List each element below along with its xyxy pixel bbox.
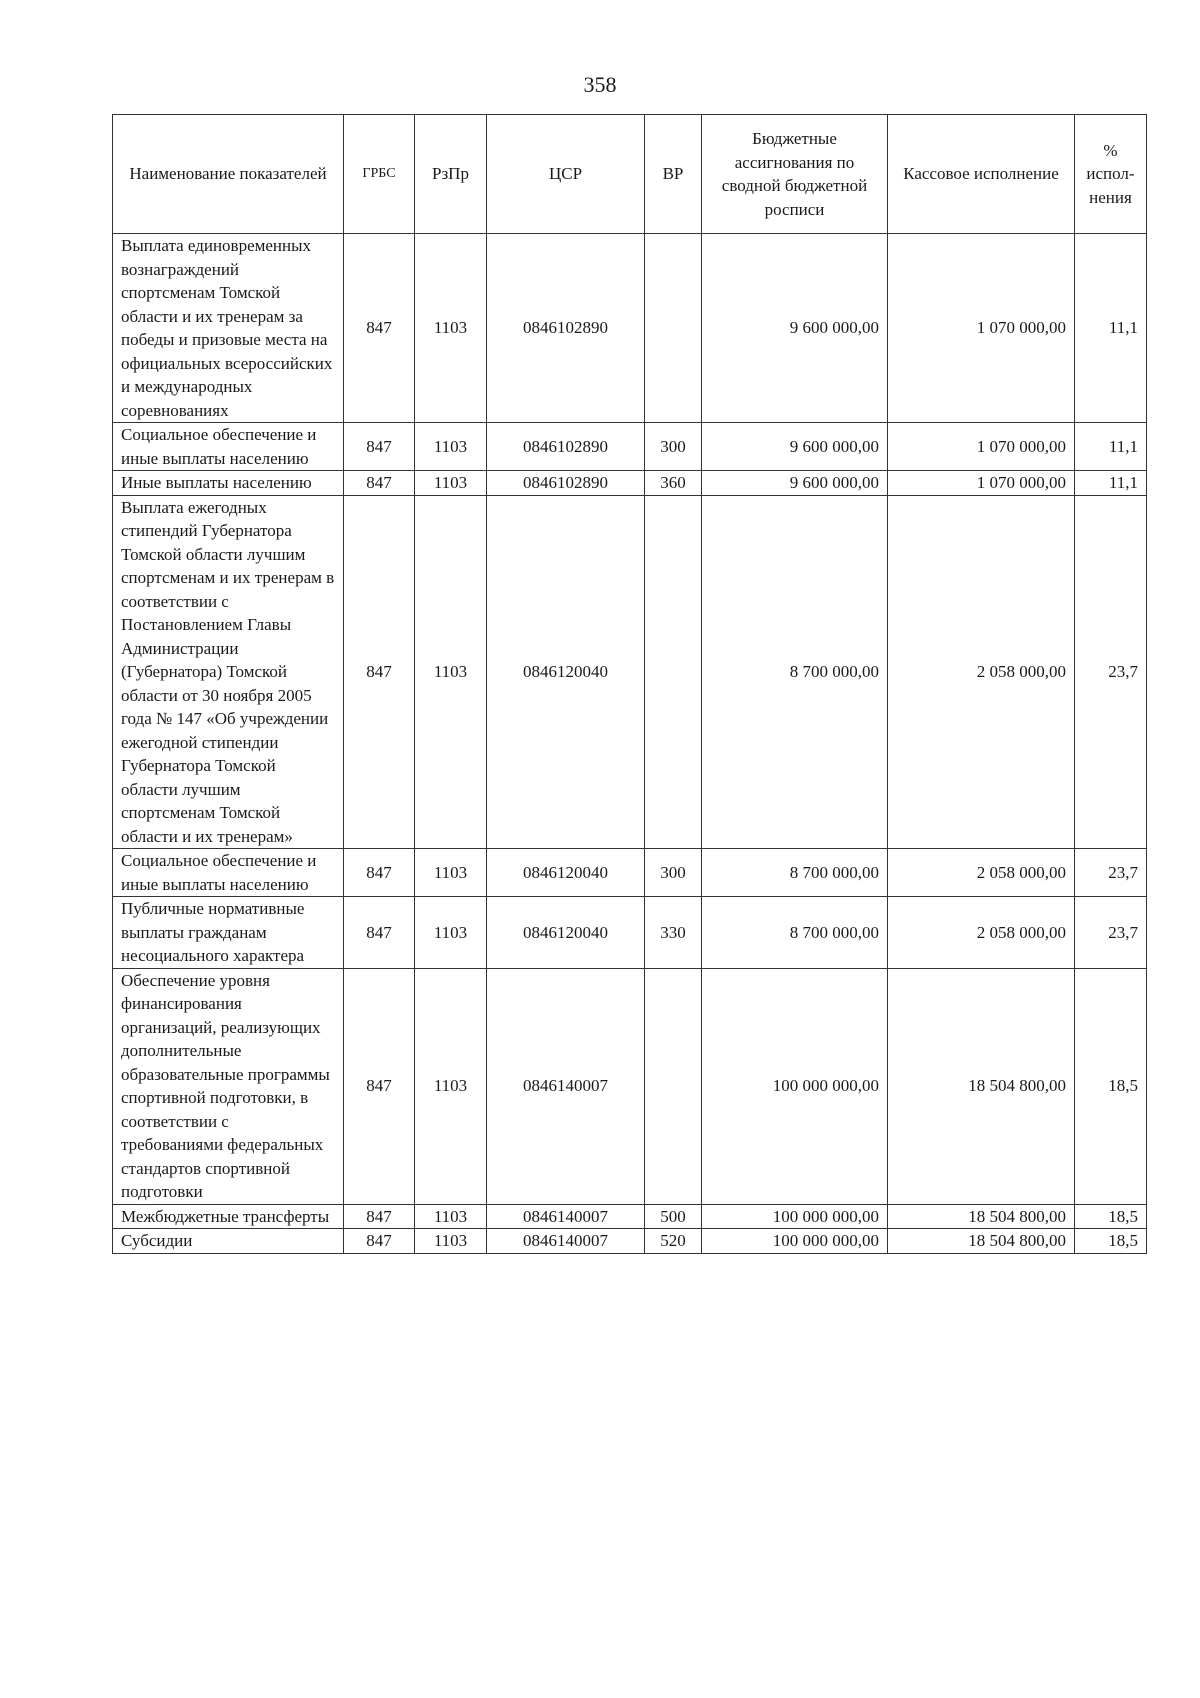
cell-name: Социальное обеспечение и иные выплаты населению [113, 849, 344, 897]
cell-csr: 0846120040 [487, 849, 645, 897]
header-grbs: ГРБС [344, 115, 415, 234]
table-row [113, 1229, 1147, 1254]
cell-csr: 0846102890 [487, 423, 645, 471]
cell-vr: 360 [645, 471, 702, 496]
cell-csr: 0846120040 [487, 495, 645, 849]
cell-vr: 520 [645, 1229, 702, 1254]
cell-percent: 18,5 [1075, 1204, 1147, 1229]
cell-assignments: 100 000 000,00 [702, 968, 888, 1204]
cell-percent: 23,7 [1075, 849, 1147, 897]
table-row [113, 1204, 1147, 1229]
cell-percent: 11,1 [1075, 423, 1147, 471]
header-rzpr: РзПр [415, 115, 487, 234]
cell-assignments: 8 700 000,00 [702, 849, 888, 897]
cell-rzpr: 1103 [415, 849, 487, 897]
cell-percent: 11,1 [1075, 471, 1147, 496]
table-header-row [113, 115, 1147, 234]
cell-name: Выплата единовременных вознаграждений спортсменам Томской области и их тренерам за победы и призовые места на официальных всероссийских и международных соревнованиях [113, 234, 344, 423]
cell-grbs: 847 [344, 495, 415, 849]
page-number: 358 [583, 72, 617, 97]
cell-name: Субсидии [113, 1229, 344, 1254]
cell-csr: 0846140007 [487, 968, 645, 1204]
cell-execution: 18 504 800,00 [888, 968, 1075, 1204]
cell-name: Публичные нормативные выплаты гражданам несоциального характера [113, 897, 344, 969]
cell-vr [645, 495, 702, 849]
cell-execution: 2 058 000,00 [888, 897, 1075, 969]
cell-grbs: 847 [344, 849, 415, 897]
cell-rzpr: 1103 [415, 471, 487, 496]
cell-csr: 0846102890 [487, 234, 645, 423]
cell-execution: 18 504 800,00 [888, 1204, 1075, 1229]
cell-assignments: 9 600 000,00 [702, 234, 888, 423]
cell-assignments: 100 000 000,00 [702, 1204, 888, 1229]
cell-grbs: 847 [344, 897, 415, 969]
cell-name: Межбюджетные трансферты [113, 1204, 344, 1229]
cell-percent: 23,7 [1075, 897, 1147, 969]
header-vr: ВР [645, 115, 702, 234]
cell-execution: 18 504 800,00 [888, 1229, 1075, 1254]
cell-csr: 0846102890 [487, 471, 645, 496]
cell-assignments: 8 700 000,00 [702, 495, 888, 849]
cell-vr: 300 [645, 423, 702, 471]
cell-rzpr: 1103 [415, 1204, 487, 1229]
table-row [113, 968, 1147, 1204]
cell-assignments: 8 700 000,00 [702, 897, 888, 969]
table-row [113, 897, 1147, 969]
cell-grbs: 847 [344, 968, 415, 1204]
header-percent: % испол-нения [1075, 115, 1147, 234]
cell-execution: 2 058 000,00 [888, 849, 1075, 897]
table-row [113, 471, 1147, 496]
table-row [113, 423, 1147, 471]
cell-assignments: 9 600 000,00 [702, 471, 888, 496]
cell-vr: 500 [645, 1204, 702, 1229]
cell-execution: 1 070 000,00 [888, 423, 1075, 471]
cell-rzpr: 1103 [415, 968, 487, 1204]
cell-grbs: 847 [344, 1204, 415, 1229]
cell-vr: 330 [645, 897, 702, 969]
cell-execution: 1 070 000,00 [888, 471, 1075, 496]
budget-table [112, 114, 1147, 1254]
cell-rzpr: 1103 [415, 423, 487, 471]
cell-grbs: 847 [344, 1229, 415, 1254]
table-row [113, 234, 1147, 423]
cell-csr: 0846120040 [487, 897, 645, 969]
header-execution: Кассовое исполнение [888, 115, 1075, 234]
cell-grbs: 847 [344, 471, 415, 496]
header-assignments: Бюджетные ассигнования по сводной бюджетной росписи [702, 115, 888, 234]
cell-grbs: 847 [344, 423, 415, 471]
cell-rzpr: 1103 [415, 1229, 487, 1254]
cell-assignments: 100 000 000,00 [702, 1229, 888, 1254]
cell-rzpr: 1103 [415, 234, 487, 423]
cell-name: Обеспечение уровня финансирования организаций, реализующих дополнительные образовательные программы спортивной подготовки, в соответствии с требованиями федеральных стандартов спортивной подготовки [113, 968, 344, 1204]
cell-execution: 1 070 000,00 [888, 234, 1075, 423]
cell-vr [645, 234, 702, 423]
cell-percent: 18,5 [1075, 1229, 1147, 1254]
cell-csr: 0846140007 [487, 1229, 645, 1254]
cell-assignments: 9 600 000,00 [702, 423, 888, 471]
cell-rzpr: 1103 [415, 495, 487, 849]
cell-name: Выплата ежегодных стипендий Губернатора Томской области лучшим спортсменам и их тренерам в соответствии с Постановлением Главы Администрации (Губернатора) Томской области от 30 ноября 2005 года № 147 «Об учреждении ежегодной стипендии Губернатора Томской области лучшим спортсменам Томской области и их тренерам» [113, 495, 344, 849]
cell-percent: 18,5 [1075, 968, 1147, 1204]
header-name: Наименование показателей [113, 115, 344, 234]
cell-name: Социальное обеспечение и иные выплаты населению [113, 423, 344, 471]
cell-name: Иные выплаты населению [113, 471, 344, 496]
cell-percent: 11,1 [1075, 234, 1147, 423]
table-row [113, 495, 1147, 849]
cell-grbs: 847 [344, 234, 415, 423]
cell-vr: 300 [645, 849, 702, 897]
cell-csr: 0846140007 [487, 1204, 645, 1229]
cell-rzpr: 1103 [415, 897, 487, 969]
table-row [113, 849, 1147, 897]
cell-vr [645, 968, 702, 1204]
header-csr: ЦСР [487, 115, 645, 234]
cell-percent: 23,7 [1075, 495, 1147, 849]
cell-execution: 2 058 000,00 [888, 495, 1075, 849]
